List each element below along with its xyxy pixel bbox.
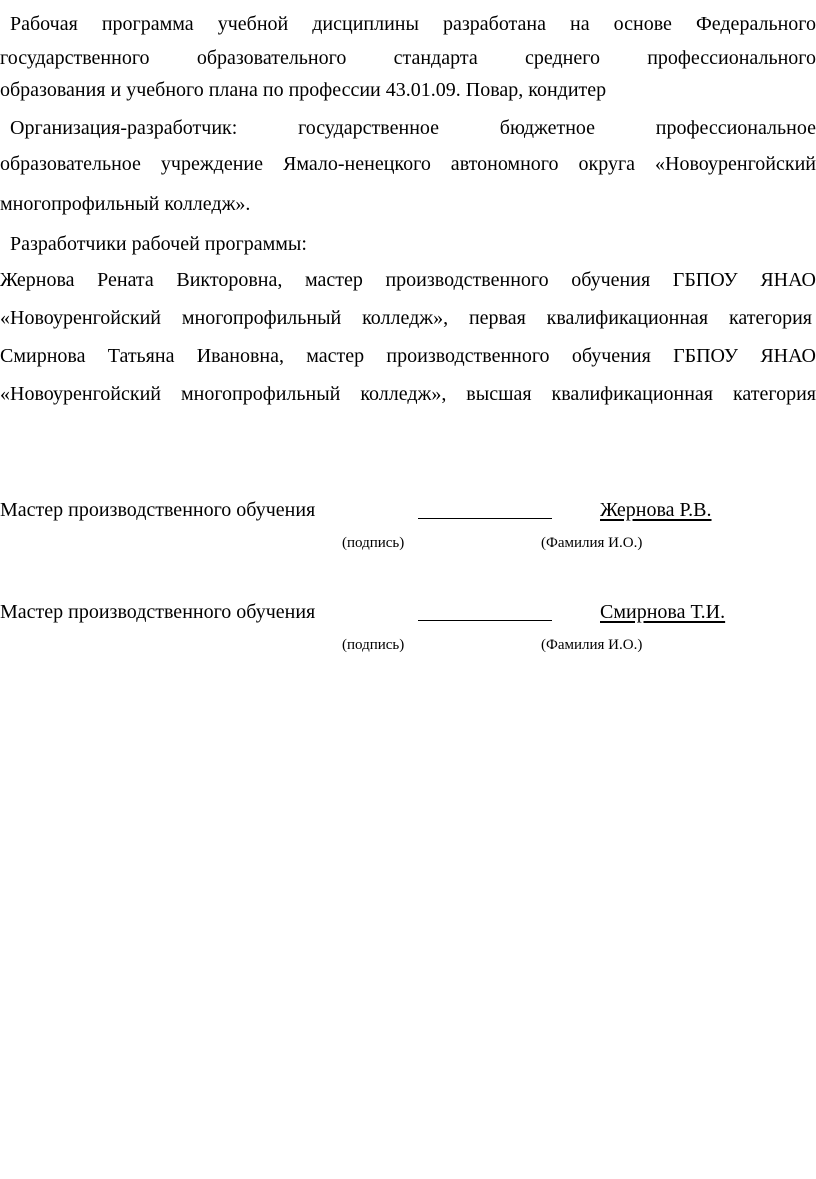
organization-line-2: образовательное учреждение Ямало-ненецкого автономного округа «Новоуренгойский: [0, 153, 816, 175]
intro-line-2: государственного образовательного стандарта среднего профессионального: [0, 47, 816, 69]
developers-heading: Разработчики рабочей программы:: [10, 233, 307, 255]
signature-line-2: [418, 600, 552, 621]
signature-name-2: Смирнова Т.И.: [600, 601, 726, 623]
signature-caption-2: (подпись): [342, 637, 405, 653]
signature-line-1: [418, 498, 552, 519]
signature-caption-1: (подпись): [342, 535, 405, 551]
signature-role-1: Мастер производственного обучения: [0, 499, 316, 521]
organization-line-3: многопрофильный колледж».: [0, 193, 251, 215]
signature-name-1: Жернова Р.В.: [600, 499, 712, 521]
signature-role-2: Мастер производственного обучения: [0, 601, 316, 623]
intro-line-1: Рабочая программа учебной дисциплины разработана на основе Федерального: [10, 13, 816, 35]
developer-line-2: «Новоуренгойский многопрофильный колледж», первая квалификационная категория: [0, 307, 812, 329]
name-caption-2: (Фамилия И.О.): [541, 637, 643, 653]
intro-line-3: образования и учебного плана по профессии 43.01.09. Повар, кондитер: [0, 79, 607, 101]
developer-line-1: Жернова Рената Викторовна, мастер производственного обучения ГБПОУ ЯНАО: [0, 269, 816, 291]
developer-line-3: Смирнова Татьяна Ивановна, мастер производственного обучения ГБПОУ ЯНАО: [0, 345, 816, 367]
organization-line-1: Организация-разработчик: государственное бюджетное профессиональное: [10, 117, 816, 139]
developer-line-4: «Новоуренгойский многопрофильный колледж», высшая квалификационная категория: [0, 383, 816, 405]
name-caption-1: (Фамилия И.О.): [541, 535, 643, 551]
